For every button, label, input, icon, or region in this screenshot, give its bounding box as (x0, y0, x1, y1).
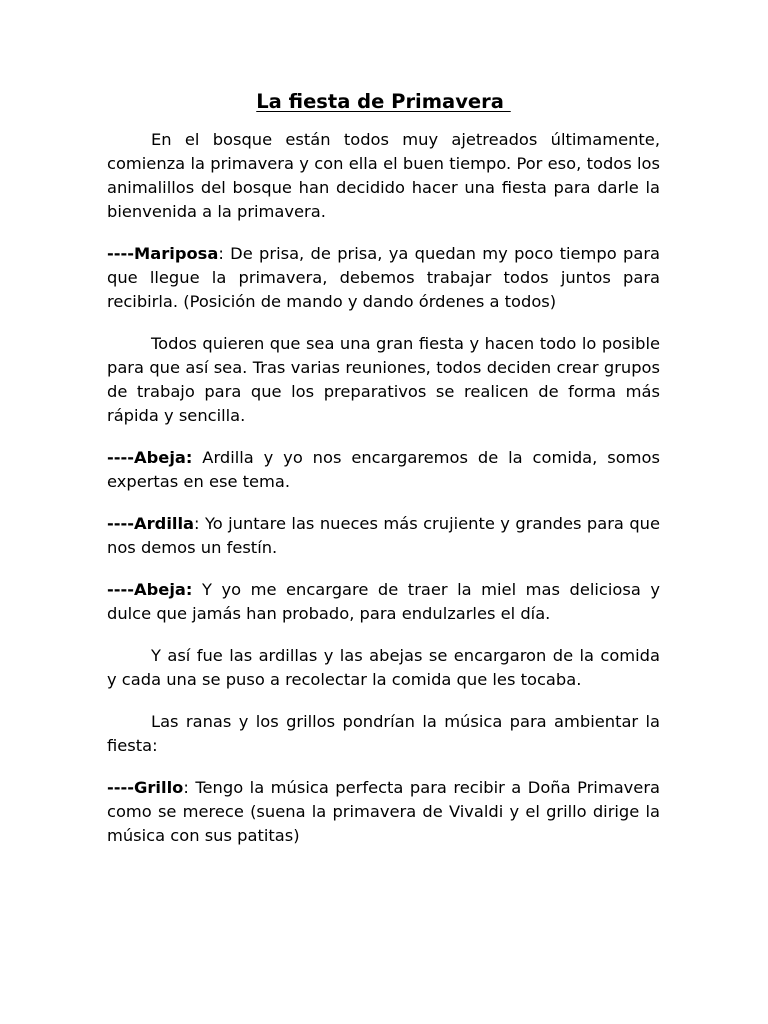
dialogue-text: : Tengo la música perfecta para recibir a Doña Primavera como se merece (suena la primavera de Vivaldi y el grillo dirige la música con sus patitas) (107, 778, 660, 845)
dialogue-paragraph-mariposa (107, 242, 660, 314)
narration-paragraph-1: En el bosque están todos muy ajetreados últimamente, comienza la primavera y con ella el buen tiempo. Por eso, todos los animalillos del bosque han decidido hacer una fiesta para darle la bienvenida a la primavera. (107, 130, 660, 221)
speaker-name: ----Abeja: (107, 580, 193, 599)
narration-paragraph-2: Todos quieren que sea una gran fiesta y hacen todo lo posible para que así sea. Tras varias reuniones, todos deciden crear grupos de trabajo para que los preparativos se realicen de forma más rápida y sencilla. (107, 334, 660, 425)
dialogue-text: Y yo me encargare de traer la miel mas deliciosa y dulce que jamás han probado, para endulzarles el día. (107, 580, 660, 623)
dialogue-paragraph-abeja-2 (107, 578, 660, 626)
dialogue-text: Ardilla y yo nos encargaremos de la comida, somos expertas en ese tema. (107, 448, 660, 491)
dialogue-paragraph-ardilla (107, 512, 660, 560)
speaker-name: ----Mariposa (107, 244, 219, 263)
document-title-text: La fiesta de Primavera (256, 90, 511, 113)
narration-paragraph-4: Las ranas y los grillos pondrían la música para ambientar la fiesta: (107, 712, 660, 755)
document-page (107, 88, 660, 866)
document-title (107, 88, 660, 116)
dialogue-text: : De prisa, de prisa, ya quedan my poco tiempo para que llegue la primavera, debemos trabajar todos juntos para recibirla. (Posición de mando y dando órdenes a todos) (107, 244, 660, 311)
speaker-name: ----Abeja: (107, 448, 193, 467)
dialogue-paragraph-grillo (107, 776, 660, 848)
narration-paragraph-3: Y así fue las ardillas y las abejas se encargaron de la comida y cada una se puso a recolectar la comida que les tocaba. (107, 646, 660, 689)
dialogue-paragraph-abeja-1 (107, 446, 660, 494)
speaker-name: ----Grillo (107, 778, 184, 797)
speaker-name: ----Ardilla (107, 514, 195, 533)
dialogue-text: : Yo juntare las nueces más crujiente y grandes para que nos demos un festín. (107, 514, 660, 557)
